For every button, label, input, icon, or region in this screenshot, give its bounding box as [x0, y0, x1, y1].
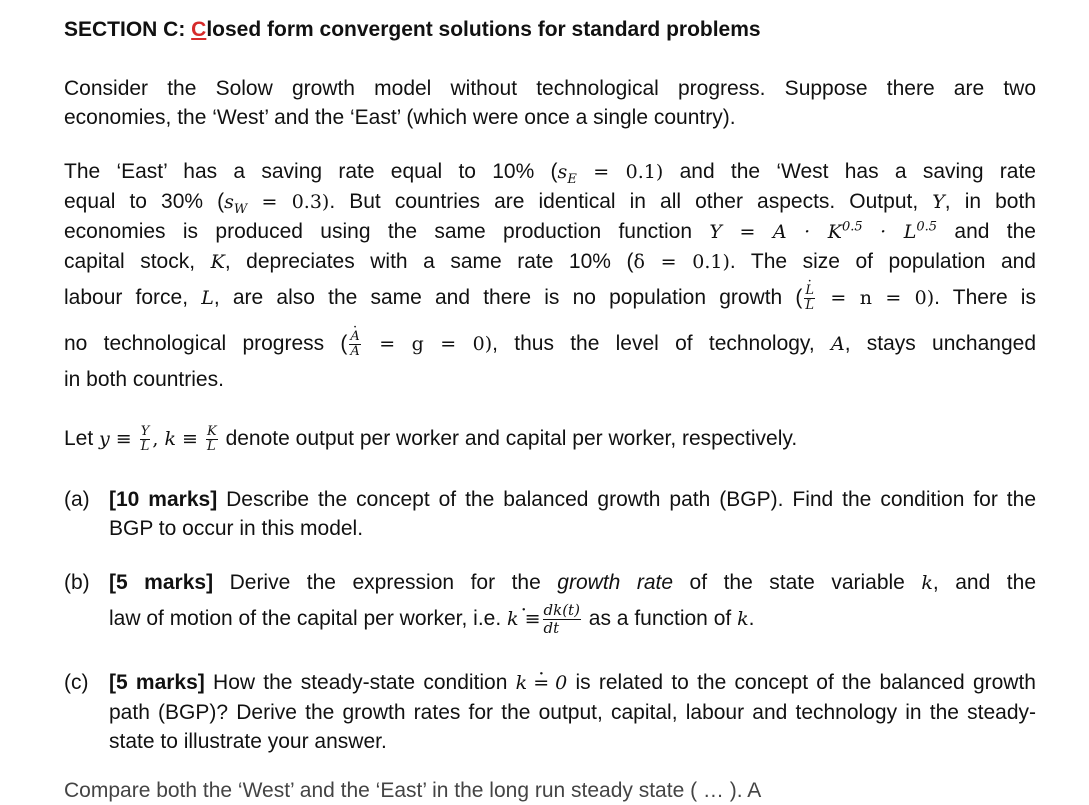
technology-growth-fraction: · $\frac{A}{A}$ [349, 330, 360, 359]
section-heading: SECTION C: Closed form convergent solutions for standard problems [64, 18, 761, 41]
cut-off-next-paragraph: Compare both the ‘West’ and the ‘East’ in the long run steady state ( … ). A [64, 779, 762, 802]
marks-badge: [5 marks] [109, 671, 205, 694]
derivative-fraction: $\frac{dk(t)}{dt}$ [543, 601, 580, 637]
paragraph-assumptions: The ‘East’ has a saving rate equal to 10% $(s_E = 0.1)$ and the ‘West has a saving rate equal to 30% $(s_W = 0.3)$. But countries are identical in all other aspects. Output, Y, in both economies is produced using the same production function $Y = A \cdot K^{0.5} \cdot L^{0.5}$ and the capital stock, K, depreciates with a same rate 10% (δ = 0.1). The size of population and labour force, L, are also the same and there is no population growth ( · $\frac{L}{L}$ = n = 0). There is no technological progress ( · $\frac{A}{A}$ = g = 0), thus the level of technology, A, stays unchanged in both countries. [64, 157, 1036, 394]
marks-badge: [5 marks] [109, 571, 214, 594]
population-growth-fraction: · $\frac{L}{L}$ [804, 284, 815, 313]
definition-line: Let y ≡ $\frac{Y}{L}$ , k ≡ $\frac{K}{L}$ denote output per worker and capital per worker, respectively. [64, 423, 798, 454]
question-label: (a) [64, 488, 90, 511]
question-c: (c) [5 marks] How the steady-state condition · k = 0 is related to the concept of the balanced growth path (BGP)? Derive the growth rates for the output, capital, labour and technology in the steady-state to illustrate your answer. [64, 668, 1036, 756]
output-per-worker-fraction: $\frac{Y}{L}$ [140, 423, 150, 454]
heading-highlight-letter: C [191, 18, 207, 41]
question-b: (b) [5 marks] Derive the expression for the growth rate of the state variable k, and the law of motion of the capital per worker, i.e. · k ≡ $\frac{dk(t)}{dt}$ as a function of k. [64, 568, 1036, 637]
capital-per-worker-fraction: $\frac{K}{L}$ [207, 423, 217, 454]
question-a: (a) [10 marks] Describe the concept of the balanced growth path (BGP). Find the condition for the BGP to occur in this model. [64, 485, 1036, 543]
paragraph-intro: Consider the Solow growth model without technological progress. Suppose there are two economies, the ‘West’ and the ‘East’ (which were once a single country). [64, 77, 1036, 129]
marks-badge: [10 marks] [109, 488, 218, 511]
question-label: (b) [64, 571, 90, 594]
question-label: (c) [64, 671, 89, 694]
